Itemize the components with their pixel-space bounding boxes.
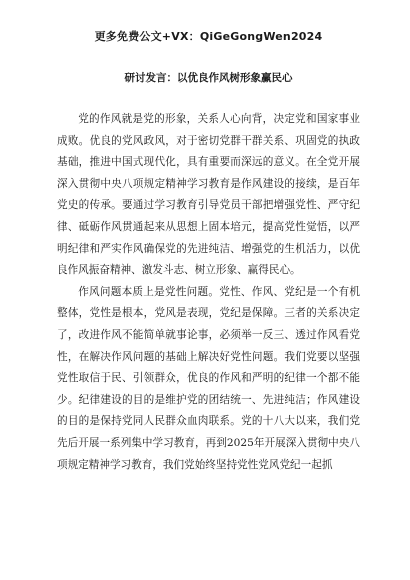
paragraph-2: 作风问题本质上是党性问题。党性、作风、党纪是一个有机整体，党性是根本，党风是表现，党纪是保障。三者的关系决定了，改进作风不能简单就事论事，必须举一反三、透过作风看党性，在解决作风问题的基础上解决好党性问题。我们党要以坚强党性取信于民、引领群众，优良的作风和严明的纪律一个都不能少。纪律建设的目的是维护党的团结统一、先进纯洁；作风建设的目的是保持党同人民群众血肉联系。党的十八大以来，我们党先后开展一系列集中学习教育，再到2025年开展深入贯彻中央八项规定精神学习教育，我们党始终坚持党性党风党纪一起抓 (57, 285, 360, 471)
paragraph-1: 党的作风就是党的形象，关系人心向背，决定党和国家事业成败。优良的党风政风，对于密切党群干群关系、巩固党的执政基础，推进中国式现代化，具有重要而深远的意义。在全党开展深入贯彻中央八项规定精神学习教育是作风建设的接续，是百年党史的传承。要通过学习教育引导党员干部把增强党性、严守纪律、砥砺作风贯通起来从思想上固本培元，提高党性觉悟，以严明纪律和严实作风确保党的先进纯洁、增强党的生机活力，以优良作风振奋精神、激发斗志、树立形象、赢得民心。 (57, 113, 360, 277)
document-body (57, 109, 360, 476)
document-title: 研讨发言：以优良作风树形象赢民心 (124, 72, 293, 84)
promo-header: 更多免费公文+VX：QiGeGongWen2024 (94, 30, 323, 43)
